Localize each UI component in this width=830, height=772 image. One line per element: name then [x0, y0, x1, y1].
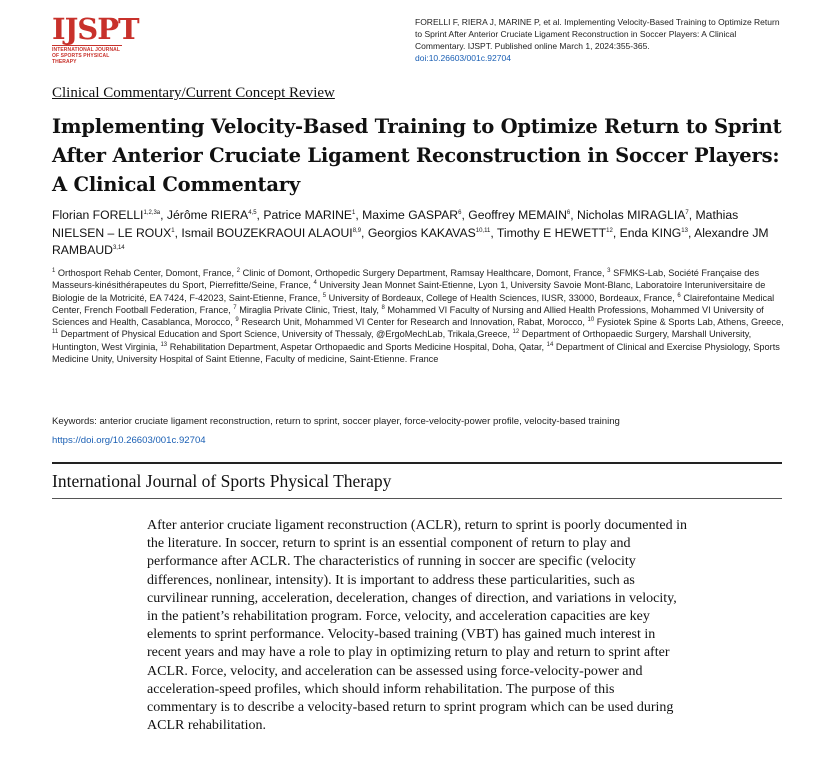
author-affiliation-marker: 12 — [606, 227, 613, 234]
author-name: Alexandre JM RAMBAUD — [52, 225, 769, 257]
author-affiliation-marker: 1 — [171, 227, 175, 234]
author-affiliation-marker: 1,2,3a — [143, 209, 161, 216]
section-divider-bottom — [52, 498, 782, 499]
affiliation-number: 12 — [512, 329, 520, 336]
affiliation-number: 3 — [607, 267, 611, 274]
citation-text: FORELLI F, RIERA J, MARINE P, et al. Implementing Velocity-Based Training to Optimize Return to Sprint After Anterior Cruciate Ligament Reconstruction in Soccer Players: A Clinical Commentary. IJSPT. Published online March 1, 2024:355-365. — [415, 17, 780, 51]
affiliation-text: Department of Physical Education and Sport Science, University of Thessaly, @ErgoMechLab, Trikala,Greece, — [60, 329, 510, 340]
abstract-text: After anterior cruciate ligament reconstruction (ACLR), return to sprint is poorly documented in the literature. In soccer, return to sprint is an essential component of return to play and performance after ACLR. The characteristics of running in soccer are specific (velocity differences, nonlinear, intensity). It is important to address these particularities, such as curvilinear running, acceleration, deceleration, changes of direction, and variations in velocity, in the patient’s rehabilitation program. Force, velocity, and acceleration capacities are key elements to sprint performance. Velocity-based training (VBT) has gained much interest in recent years and may have a role to play in optimizing return to play and return to sprint after ACLR. Force, velocity, and acceleration can be assessed using force-velocity-power and acceleration-speed profiles, which should inform rehabilitation. The purpose of this commentary is to describe a velocity-based return to sprint program which can be used during ACLR rehabilitation. — [147, 518, 688, 734]
author-name: Nicholas MIRAGLIA — [577, 208, 686, 222]
journal-name: International Journal of Sports Physical Therapy — [52, 471, 392, 491]
author-name: Enda KING — [619, 225, 682, 240]
affiliation-number: 11 — [52, 329, 59, 336]
affiliation-number: 2 — [236, 267, 240, 274]
affiliation-text: Miraglia Private Clinic, Triest, Italy, — [239, 304, 379, 315]
author-affiliation-marker: 3,14 — [112, 244, 125, 251]
affiliation-number: 9 — [235, 317, 239, 324]
author-name: Mathias NIELSEN – LE ROUX — [52, 208, 739, 240]
article-type: Clinical Commentary/Current Concept Review — [52, 85, 335, 101]
affiliation-text: Department of Clinical and Exercise Physiology, Sports Medicine Unity, University Hospital of Saint Etienne, Faculty of medicine, Saint-Etienne. France — [52, 341, 780, 365]
author-name: Patrice MARINE — [263, 208, 353, 222]
affiliation-number: 14 — [546, 341, 554, 348]
author-name: Jérôme RIERA — [166, 208, 249, 222]
affiliation-number: 7 — [233, 304, 237, 311]
affiliation-number: 4 — [313, 280, 317, 287]
logo-mark: IJSPT — [52, 12, 139, 46]
author-affiliation-marker: 8,9 — [352, 227, 362, 234]
doi-link[interactable]: https://doi.org/10.26603/001c.92704 — [52, 435, 206, 446]
author-name: Florian FORELLI — [52, 208, 144, 222]
affiliation-text: Clairefontaine Medical Center, French Football Federation, France, — [52, 292, 775, 315]
author-name: Maxime GASPAR — [362, 208, 459, 222]
affiliation-text: Research Unit, Mohammed VI Center for Research and Innovation, Rabat, Morocco, — [241, 317, 585, 328]
affiliation-text: University Jean Monnet Saint-Etienne, Lyon 1, University Savoie Mont-Blanc, Laboratoire Interuniversitaire de Biologie de la Motricité, EA 7424, F-42023, Saint-Etienne, France, — [52, 280, 766, 303]
affiliation-number: 5 — [322, 292, 327, 299]
author-name: Geoffrey MEMAIN — [468, 208, 567, 222]
author-affiliation-marker: 13 — [681, 227, 688, 234]
affiliation-text: Orthosport Rehab Center, Domont, France, — [57, 268, 235, 278]
author-name: Timothy E HEWETT — [496, 225, 607, 240]
author-list: Florian $FORELLI^{1,2,3a}$, Jérôme RIERA$^{4,5}$, Patrice MARINE$^1$, Maxime GASPAR$^6$, Geoffrey MEMAIN$^6$, Nicholas MIRAGLIA$^7$, Mathias NIELSEN – LE ROUX$^1$, Ismail BOUZEKRAOUI ALAOUI$^{8,9}$, Georgios KAKAVAS$^{10,11}$, Timothy E HEWETT$^{12}$, Enda KING$^{13}$, Alexandre JM RAMBAUD$^{3,14}$ — [52, 208, 769, 257]
affiliation-text: Mohammed VI Faculty of Nursing and Allied Health Professions, Mohammed VI University of Sciences and Health, Casablanca, Morocco, — [52, 304, 764, 328]
author-affiliation-marker: 10,11 — [475, 227, 491, 234]
author-affiliation-marker: 6 — [566, 209, 571, 216]
affiliation-text: Department of Orthopaedic Surgery, Marshall University, Huntington, West Virginia, — [52, 329, 752, 352]
affiliation-number: 6 — [677, 292, 681, 299]
affiliation-number: 10 — [587, 317, 595, 324]
author-affiliation-marker: 4,5 — [248, 209, 257, 216]
affiliation-text: University of Bordeaux, College of Health Sciences, IUSR, 33000, Bordeaux, France, — [328, 292, 675, 303]
section-divider-top — [52, 462, 782, 464]
affiliation-number: 1 — [52, 267, 56, 274]
keywords: Keywords: anterior cruciate ligament reconstruction, return to sprint, soccer player, force-velocity-power profile, velocity-based training — [52, 416, 620, 427]
affiliation-number: 8 — [381, 304, 385, 311]
article-title: Implementing Velocity-Based Training to Optimize Return to Sprint After Anterior Cruciate Ligament Reconstruction in Soccer Players: A Clinical Commentary — [52, 115, 782, 196]
author-name: Georgios KAKAVAS — [367, 225, 476, 240]
author-affiliation-marker: 1 — [352, 209, 356, 216]
journal-logo — [52, 12, 139, 65]
logo-subtitle: INTERNATIONAL JOURNAL OF SPORTS PHYSICAL THERAPY — [52, 47, 121, 65]
author-affiliation-marker: 7 — [685, 209, 689, 216]
affiliation-text: Rehabilitation Department, Aspetar Orthopaedic and Sports Medicine Hospital, Doha, Qatar, — [169, 341, 545, 352]
affiliation-number: 13 — [160, 341, 168, 348]
citation-header — [415, 16, 785, 64]
affiliation-list — [52, 267, 787, 365]
affiliation-text: Clinic of Domont, Orthopedic Surgery Department, Ramsay Healthcare, Domont, France, — [242, 268, 605, 278]
affiliation-text: Fysiotek Spine & Sports Lab, Athens, Greece, — [596, 317, 784, 328]
author-name: Ismail BOUZEKRAOUI ALAOUI — [181, 225, 353, 240]
affiliation-text: SFMKS-Lab, Société Française des Masseurs-kinésithérapeutes du Sport, Pierrefitte/Seine, France, — [52, 268, 760, 291]
author-affiliation-marker: 6 — [458, 209, 462, 216]
citation-doi-link[interactable]: doi:10.26603/001c.92704 — [415, 53, 511, 63]
